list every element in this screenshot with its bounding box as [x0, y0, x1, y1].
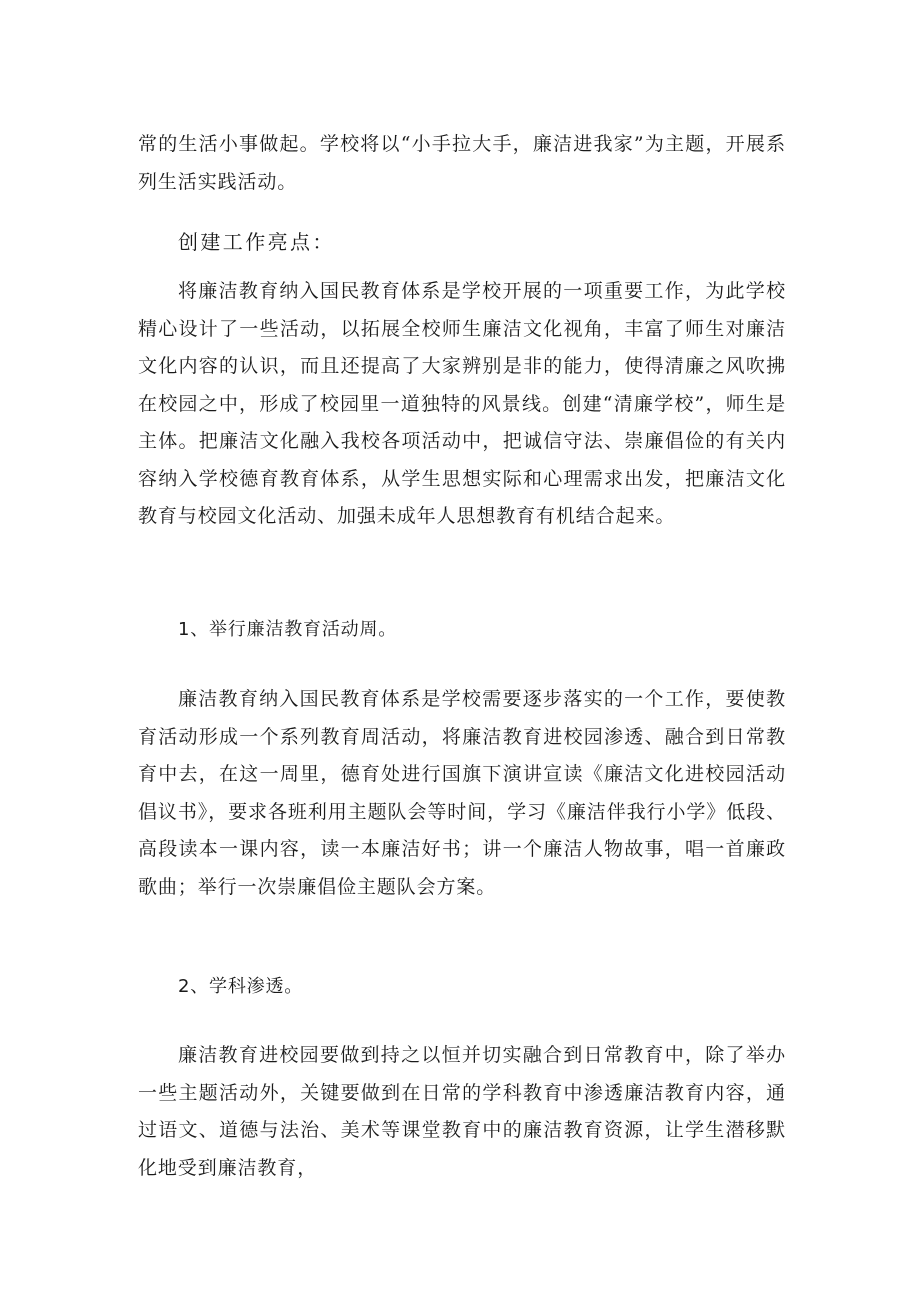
- list-item-activity-week: 1、举行廉洁教育活动周。: [178, 619, 398, 640]
- paragraph-activity-week: 廉洁教育纳入国民教育体系是学校需要逐步落实的一个工作，要使教育活动形成一个系列教育周活动，将廉洁教育进校园渗透、融合到日常教育中去，在这一周里，德育处进行国旗下演讲宣读《廉洁文化进校园活动倡议书》，要求各班利用主题队会等时间，学习《廉洁伴我行小学》低段、高段读本一课内容，读一本廉洁好书；讲一个廉洁人物故事，唱一首廉政歌曲；举行一次崇廉倡俭主题队会方案。: [138, 688, 786, 898]
- paragraph-continuation: 常的生活小事做起。学校将以“小手拉大手，廉洁进我家”为主题，开展系列生活实践活动。: [138, 133, 786, 193]
- section-heading: 创建工作亮点：: [178, 230, 335, 254]
- paragraph-subject-integration: 廉洁教育进校园要做到持之以恒并切实融合到日常教育中，除了举办一些主题活动外，关键要做到在日常的学科教育中渗透廉洁教育内容，通过语文、道德与法治、美术等课堂教育中的廉洁教育资源，让学生潜移默化地受到廉洁教育，: [138, 1044, 786, 1179]
- paragraph-highlights: 将廉洁教育纳入国民教育体系是学校开展的一项重要工作，为此学校精心设计了一些活动，以拓展全校师生廉洁文化视角，丰富了师生对廉洁文化内容的认识，而且还提高了大家辨别是非的能力，使得清廉之风吹拂在校园之中，形成了校园里一道独特的风景线。创建“清廉学校”，师生是主体。把廉洁文化融入我校各项活动中，把诚信守法、崇廉倡俭的有关内容纳入学校德育教育体系，从学生思想实际和心理需求出发，把廉洁文化教育与校园文化活动、加强未成年人思想教育有机结合起来。: [138, 280, 786, 527]
- list-item-subject-integration: 2、学科渗透。: [178, 976, 304, 997]
